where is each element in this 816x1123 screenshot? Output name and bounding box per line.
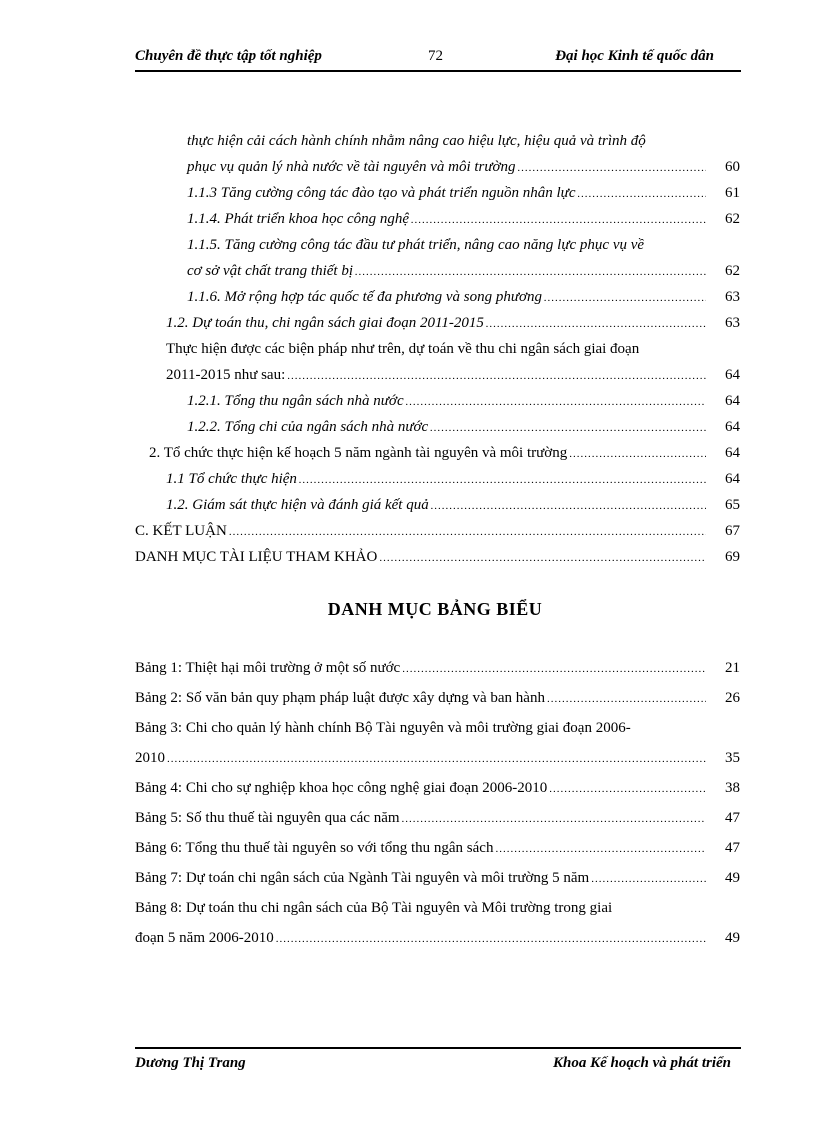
footer-faculty: Khoa Kế hoạch và phát triển	[553, 1055, 731, 1071]
toc-leader-dots	[411, 207, 706, 233]
table-entry-label: Bảng 7: Dự toán chi ngân sách của Ngành Tài nguyên và môi trường 5 năm	[135, 870, 590, 886]
toc-entry-label: 1.2. Giám sát thực hiện và đánh giá kết quả	[166, 497, 429, 513]
footer-author: Dương Thị Trang	[135, 1055, 246, 1071]
table-list-entry[interactable]	[135, 805, 740, 831]
toc-entry-label: cơ sở vật chất trang thiết bị	[187, 263, 353, 279]
toc-leader-dots	[355, 259, 706, 285]
header-document-title: Chuyên đề thực tập tốt nghiệp	[135, 48, 322, 64]
table-entry-page: 38	[725, 780, 740, 796]
table-entry-page: 49	[725, 930, 740, 946]
toc-entry-continuation: Thực hiện được các biện pháp như trên, dự toán về thu chi ngân sách giai đoạn	[166, 341, 640, 357]
toc-entry[interactable]	[135, 544, 740, 570]
toc-entry-page: 64	[725, 445, 740, 461]
toc-entry-label: 1.2. Dự toán thu, chi ngân sách giai đoạn 2011-2015	[166, 315, 484, 331]
table-list-entry[interactable]	[135, 865, 740, 891]
toc-entry-page: 62	[725, 263, 740, 279]
table-entry-continuation: Bảng 3: Chi cho quản lý hành chính Bộ Tài nguyên và môi trường giai đoạn 2006-	[135, 720, 631, 736]
toc-entry[interactable]	[149, 440, 740, 466]
toc-entry-label: 1.2.2. Tổng chi của ngân sách nhà nước	[187, 419, 429, 435]
toc-entry[interactable]	[166, 310, 740, 336]
toc-leader-dots	[406, 389, 706, 415]
toc-entry[interactable]	[166, 362, 740, 388]
table-list-entry[interactable]	[135, 925, 740, 951]
toc-entry-page: 61	[725, 185, 740, 201]
toc-leader-dots	[578, 181, 707, 207]
toc-entry-label: 2011-2015 như sau:	[166, 367, 286, 383]
toc-entry-label: 1.1 Tổ chức thực hiện	[166, 471, 297, 487]
toc-entry-page: 63	[725, 315, 740, 331]
toc-entry-page: 65	[725, 497, 740, 513]
toc-entry-continuation: thực hiện cải cách hành chính nhằm nâng cao hiệu lực, hiệu quả và trình độ	[187, 133, 646, 149]
table-list-entry[interactable]	[135, 745, 740, 771]
table-entry-page: 47	[725, 840, 740, 856]
toc-entry[interactable]	[166, 466, 740, 492]
toc-entry[interactable]	[187, 414, 740, 440]
toc-leader-dots	[229, 519, 706, 545]
toc-entry[interactable]	[166, 492, 740, 518]
table-list-entry[interactable]	[135, 655, 740, 681]
table-entry-label: 2010	[135, 750, 165, 766]
toc-leader-dots	[569, 441, 706, 467]
toc-entry-page: 60	[725, 159, 740, 175]
toc-entry[interactable]	[135, 518, 740, 544]
page-header	[135, 48, 741, 68]
toc-entry-page: 64	[725, 419, 740, 435]
toc-leader-dots	[549, 776, 706, 802]
toc-leader-dots	[379, 545, 706, 571]
toc-leader-dots	[299, 467, 706, 493]
toc-entry-label: 1.1.4. Phát triển khoa học công nghệ	[187, 211, 410, 227]
toc-leader-dots	[402, 806, 706, 832]
toc-entry-page: 64	[725, 393, 740, 409]
table-entry-label: Bảng 2: Số văn bản quy phạm pháp luật được xây dựng và ban hành	[135, 690, 545, 706]
toc-leader-dots	[486, 311, 706, 337]
toc-leader-dots	[167, 746, 706, 772]
table-list-entry[interactable]	[135, 775, 740, 801]
toc-entry-label: phục vụ quản lý nhà nước về tài nguyên và môi trường	[187, 159, 516, 175]
header-university: Đại học Kinh tế quốc dân	[555, 48, 714, 64]
toc-leader-dots	[430, 415, 706, 441]
table-entry-label: Bảng 4: Chi cho sự nghiệp khoa học công nghệ giai đoạn 2006-2010	[135, 780, 548, 796]
toc-entry[interactable]	[187, 154, 740, 180]
toc-leader-dots	[547, 686, 706, 712]
toc-leader-dots	[276, 926, 706, 952]
toc-entry-label: C. KẾT LUẬN	[135, 523, 227, 539]
table-entry-label: Bảng 6: Tổng thu thuế tài nguyên so với tổng thu ngân sách	[135, 840, 494, 856]
toc-entry[interactable]	[187, 258, 740, 284]
header-rule	[135, 70, 741, 72]
table-entry-label: Bảng 1: Thiệt hại môi trường ở một số nước	[135, 660, 401, 676]
toc-leader-dots	[495, 836, 706, 862]
tables-section-title: DANH MỤC BẢNG BIỂU	[327, 599, 543, 619]
toc-entry-page: 62	[725, 211, 740, 227]
footer-rule	[135, 1047, 741, 1049]
toc-entry-page: 64	[725, 367, 740, 383]
table-entry-continuation: Bảng 8: Dự toán thu chi ngân sách của Bộ Tài nguyên và Môi trường trong giai	[135, 900, 613, 916]
toc-leader-dots	[591, 866, 706, 892]
toc-entry-label: DANH MỤC TÀI LIỆU THAM KHẢO	[135, 549, 378, 565]
table-entry-page: 35	[725, 750, 740, 766]
toc-leader-dots	[402, 656, 706, 682]
header-page-number: 72	[428, 48, 443, 64]
table-entry-page: 47	[725, 810, 740, 826]
toc-entry-continuation: 1.1.5. Tăng cường công tác đầu tư phát triển, nâng cao năng lực phục vụ về	[187, 237, 645, 253]
toc-entry[interactable]	[187, 388, 740, 414]
toc-leader-dots	[431, 493, 706, 519]
toc-entry-label: 1.1.3 Tăng cường công tác đào tạo và phát triển nguồn nhân lực	[187, 185, 576, 201]
table-entry-page: 49	[725, 870, 740, 886]
page-footer	[135, 1055, 741, 1075]
toc-entry-label: 1.1.6. Mở rộng hợp tác quốc tế đa phương và song phương	[187, 289, 543, 305]
toc-leader-dots	[518, 155, 706, 181]
toc-entry-page: 67	[725, 523, 740, 539]
table-entry-page: 26	[725, 690, 740, 706]
table-list-entry[interactable]	[135, 835, 740, 861]
toc-entry[interactable]	[187, 206, 740, 232]
toc-leader-dots	[287, 363, 706, 389]
table-list-entry[interactable]	[135, 685, 740, 711]
toc-entry-label: 2. Tổ chức thực hiện kế hoạch 5 năm ngành tài nguyên và môi trường	[149, 445, 568, 461]
toc-entry-label: 1.2.1. Tổng thu ngân sách nhà nước	[187, 393, 404, 409]
toc-leader-dots	[544, 285, 706, 311]
table-entry-label: Bảng 5: Số thu thuế tài nguyên qua các năm	[135, 810, 400, 826]
toc-entry-page: 69	[725, 549, 740, 565]
table-entry-label: đoạn 5 năm 2006-2010	[135, 930, 274, 946]
toc-entry-page: 64	[725, 471, 740, 487]
toc-entry-page: 63	[725, 289, 740, 305]
table-entry-page: 21	[725, 660, 740, 676]
toc-entry[interactable]	[187, 180, 740, 206]
toc-entry[interactable]	[187, 284, 740, 310]
